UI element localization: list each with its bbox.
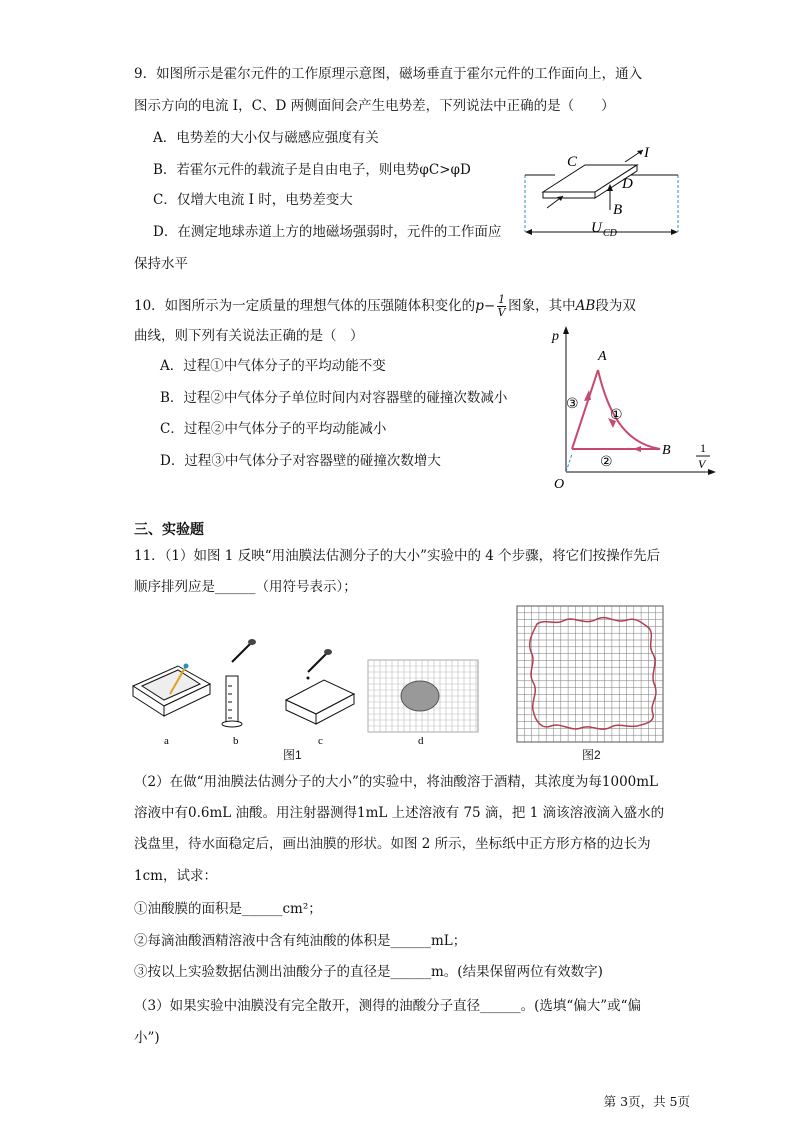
q10-line2: 曲线，则下列有关说法正确的是（ ） xyxy=(134,328,364,344)
graph-label-2: ② xyxy=(600,454,613,470)
hall-label-i: I xyxy=(644,145,649,161)
q10-option-a: A．过程①中气体分子的平均动能不变 xyxy=(160,358,386,374)
q11-p3-line1: （3）如果实验中油膜没有完全散开，测得的油酸分子直径______。(选填“偏大”或“偏 xyxy=(134,998,642,1014)
q9-option-c: C．仅增大电流 I 时，电势差变大 xyxy=(153,192,353,208)
q10-frac-num: 1 xyxy=(498,293,506,306)
q10-line1: 10．如图所示为一定质量的理想气体的压强随体积变化的p− $\frac{1}{V}$ 图象，其中AB段为双 xyxy=(134,293,636,319)
fig1-label-d: d xyxy=(418,735,424,747)
q9-option-d-cont: 保持水平 xyxy=(134,256,188,272)
p-v-graph xyxy=(540,322,720,494)
hall-label-u: U xyxy=(591,220,602,236)
q9-option-b: B．若霍尔元件的载流子是自由电子，则电势φC>φD xyxy=(153,162,471,178)
q10-option-d: D．过程③中气体分子对容器壁的碰撞次数增大 xyxy=(160,453,441,469)
fig1-cylinder xyxy=(222,639,256,727)
q11-sub3: ③按以上实验数据估测出油酸分子的直径是______m。(结果保留两位有效数字) xyxy=(134,964,603,980)
q9-line1: 9．如图所示是霍尔元件的工作原理示意图，磁场垂直于霍尔元件的工作面向上，通入 xyxy=(134,66,643,82)
q10-option-b: B．过程②中气体分子单位时间内对容器壁的碰撞次数减小 xyxy=(160,390,508,406)
hall-element-figure xyxy=(515,140,690,245)
fig1-dish xyxy=(286,649,354,724)
graph-label-b: B xyxy=(662,443,671,458)
q11-p1-line1: 11．（1）如图 1 反映“用油膜法估测分子的大小”实验中的 4 个步骤，将它们按操作先后 xyxy=(134,548,661,564)
q10-line1c: 段为双 xyxy=(595,298,636,314)
graph-label-p: p xyxy=(552,329,559,344)
page-footer: 第 3页，共 5页 xyxy=(603,1094,690,1109)
fig1-label-b: b xyxy=(233,735,239,747)
q11-p2-line4: 1cm，试求： xyxy=(134,868,217,884)
graph-x-den: V xyxy=(698,457,706,471)
graph-label-o: O xyxy=(554,477,565,492)
q11-p2-line1: （2）在做“用油膜法估测分子的大小”的实验中，将油酸溶于酒精，其浓度为每1000mL xyxy=(134,774,659,790)
q10-ab: AB xyxy=(575,298,596,314)
q10-line1a: 10．如图所示为一定质量的理想气体的压强随体积变化的 xyxy=(134,298,476,314)
hall-label-d: D xyxy=(622,176,633,192)
q10-p: p xyxy=(475,298,484,314)
q11-sub1: ①油酸膜的面积是______cm²； xyxy=(134,901,322,917)
graph-label-1: ① xyxy=(610,407,623,423)
q11-p1-line2: 顺序排列应是______（用符号表示）； xyxy=(134,579,357,595)
q11-p2-line3: 浅盘里，待水面稳定后，画出油膜的形状。如图 2 所示，坐标纸中正方形方格的边长为 xyxy=(134,836,651,852)
q10-fraction xyxy=(497,294,506,319)
hall-label-b: B xyxy=(613,202,623,218)
q9-line2: 图示方向的电流 I，C、D 两侧面间会产生电势差，下列说法中正确的是（ ） xyxy=(134,98,615,114)
hall-label-u-sub: CD xyxy=(603,228,617,239)
q9-option-a: A．电势差的大小仅与磁感应强度有关 xyxy=(153,130,379,146)
figure1 xyxy=(128,636,508,756)
hall-label-c: C xyxy=(567,154,578,170)
q10-option-c: C．过程②中气体分子的平均动能减小 xyxy=(160,421,387,437)
fig1-caption: 图1 xyxy=(283,748,302,762)
graph-x-num: 1 xyxy=(700,441,706,455)
fig2-caption: 图2 xyxy=(582,748,601,762)
q10-line1b: 图象，其中 xyxy=(508,298,576,314)
fig1-grid xyxy=(368,660,478,732)
graph-label-3: ③ xyxy=(566,396,579,412)
q10-frac-den: V xyxy=(497,306,506,319)
q11-p3-line2: 小”) xyxy=(134,1030,160,1046)
graph-label-a: A xyxy=(598,349,607,364)
q9-option-d: D．在测定地球赤道上方的地磁场强弱时，元件的工作面应 xyxy=(153,224,502,240)
fig1-label-a: a xyxy=(164,735,169,747)
q11-p2-line2: 溶液中有0.6mL 油酸。用注射器测得1mL 上述溶液有 75 滴，把 1 滴该溶液滴入盛水的 xyxy=(134,805,665,821)
q11-sub2: ②每滴油酸酒精溶液中含有纯油酸的体积是______mL； xyxy=(134,933,467,949)
fig1-label-c: c xyxy=(318,735,323,747)
figure2 xyxy=(515,604,665,744)
fig1-tray xyxy=(133,664,210,717)
section-heading: 三、实验题 xyxy=(134,522,204,538)
